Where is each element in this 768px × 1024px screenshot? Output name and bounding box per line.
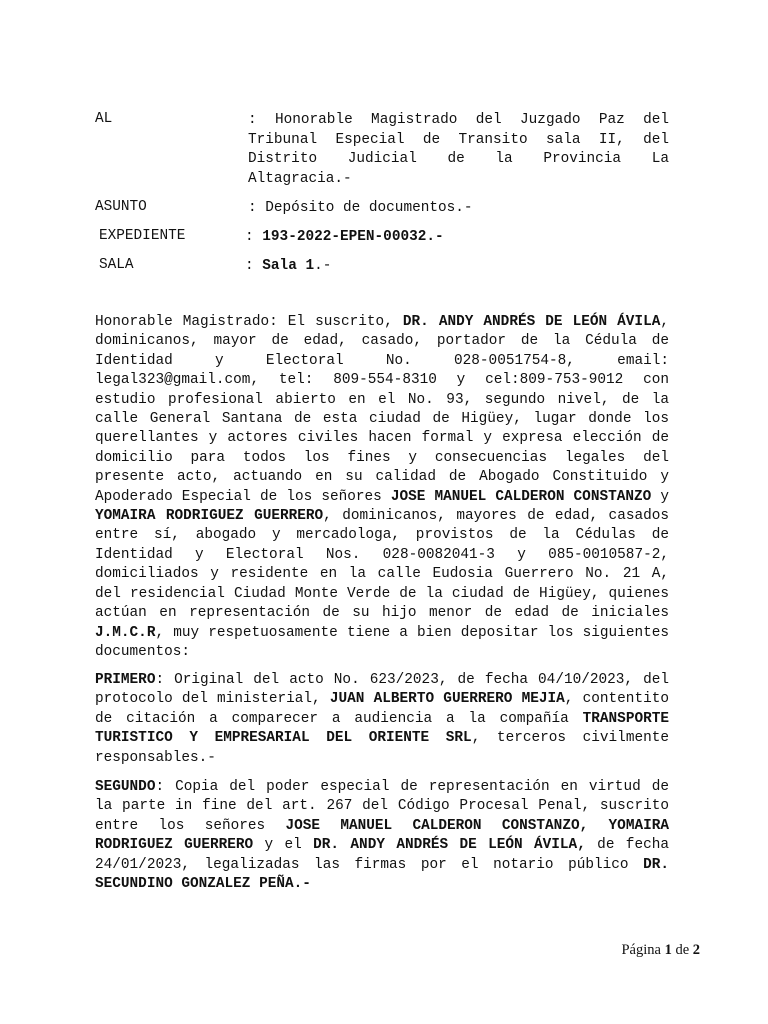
expediente-label: EXPEDIENTE [99, 228, 186, 244]
page-total: 2 [692, 942, 700, 958]
sala-label: SALA [99, 257, 134, 273]
sala-number: Sala 1 [262, 258, 315, 274]
primero-text-2: , contentito de citación a comparecer a audiencia a la compañía [95, 691, 669, 727]
company-name: TRANSPORTE TURISTICO Y EMPRESARIAL DEL ORIENTE SRL [95, 710, 669, 747]
notary-name: DR. SECUNDINO GONZALEZ PEÑA.- [95, 856, 669, 893]
ministerial-name: JUAN ALBERTO GUERRERO MEJIA [329, 691, 565, 708]
intro-text-4: , dominicanos, mayores de edad, casados entre sí, abogado y mercadologa, provistos de la Cédulas de Identidad y Electoral Nos. 028-0082041-3 y 085-0010587-2, domiciliados y residente en la calle Eudosia Guerrero No. 21 A, del residencial Ciudad Monte Verde de la ciudad de Higüey, quienes actúan en representación de su hijo menor de edad de iniciales [95, 508, 670, 622]
sala-colon: : [245, 258, 263, 274]
page-middle: de [671, 942, 693, 958]
primero-text-1: : Original del acto No. 623/2023, de fecha 04/10/2023, del protocolo del ministerial, [95, 672, 669, 708]
al-label: AL [95, 111, 113, 127]
sala-value [245, 257, 666, 277]
intro-paragraph [95, 313, 669, 662]
primero-paragraph [95, 671, 669, 768]
expediente-number: 193-2022-EPEN-00032.- [262, 229, 444, 245]
primero-text-3: , terceros civilmente responsables.- [95, 730, 669, 766]
intro-text-3: y [651, 488, 669, 505]
page-prefix: Página [621, 942, 665, 958]
minor-initials: J.M.C.R [95, 624, 156, 641]
intro-text-2: , dominicanos, mayor de edad, casado, portador de la Cédula de Identidad y Electoral No. 028-0051754-8, email: legal323@gmail.com, tel: 809-554-8310 y cel:809-753-9012 con estudio profesional abierto en el No. 93, segundo nivel, de la calle General Santana de esta ciudad de Higüey, lugar donde los querellantes y actores civiles hacen formal y expresa elección de domicilio para todos los fines y consecuencias legales del presente acto, actuando en su calidad de Abogado Constituido y Apoderado Especial de los señores [95, 314, 669, 505]
segundo-paragraph [95, 778, 669, 894]
intro-text-5: , muy respetuosamente tiene a bien depositar los siguientes documentos: [95, 624, 669, 660]
segundo-heading: SEGUNDO [95, 779, 156, 795]
client-name-2: YOMAIRA RODRIGUEZ GUERRERO [95, 508, 324, 525]
grantors-names: JOSE MANUEL CALDERON CONSTANZO, YOMAIRA RODRIGUEZ GUERRERO [95, 817, 669, 854]
page-number [621, 942, 700, 959]
expediente-value [245, 228, 666, 248]
primero-heading: PRIMERO [95, 672, 156, 688]
client-name-1: JOSE MANUEL CALDERON CONSTANZO [390, 488, 652, 505]
segundo-text-1: : Copia del poder especial de representación en virtud de la parte in fine del art. 267 del Código Procesal Penal, suscrito entre los señores [95, 779, 669, 834]
lawyer-name: DR. ANDY ANDRÉS DE LEÓN ÁVILA [402, 314, 661, 330]
lawyer-name-2: DR. ANDY ANDRÉS DE LEÓN ÁVILA, [313, 837, 586, 854]
sala-suffix: .- [314, 258, 332, 274]
segundo-text-2: y el [253, 837, 314, 854]
asunto-value: : Depósito de documentos.- [248, 200, 473, 216]
page-current: 1 [664, 942, 672, 958]
segundo-text-3: de fecha 24/01/2023, legalizadas las firmas por el notario público [95, 837, 669, 873]
al-value: : Honorable Magistrado del Juzgado Paz del Tribunal Especial de Transito sala II, del Distrito Judicial de la Provincia La Altagracia.- [248, 112, 669, 187]
expediente-colon: : [245, 229, 263, 245]
asunto-label: ASUNTO [95, 199, 147, 215]
intro-text-1: Honorable Magistrado: El suscrito, [95, 314, 403, 330]
